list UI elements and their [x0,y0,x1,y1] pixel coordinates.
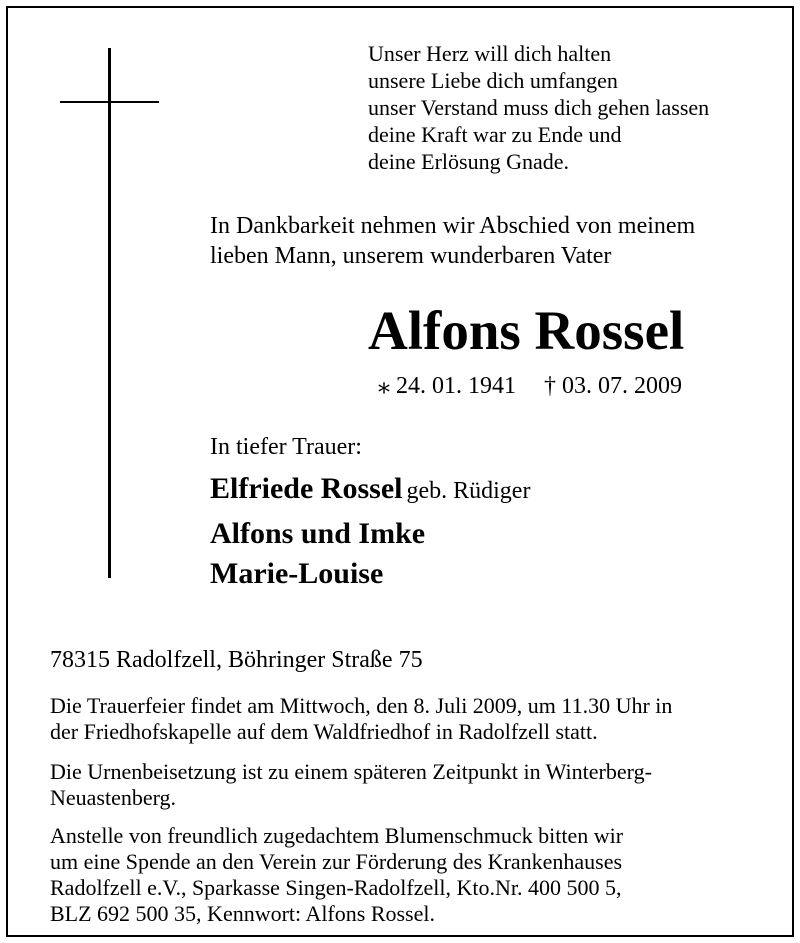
funeral-paragraph [50,693,672,745]
poem-line: deine Kraft war zu Ende und [368,122,622,147]
paragraph-line: Anstelle von freundlich zugedachtem Blumenschmuck bitten wir [50,823,624,848]
death-date: † 03. 07. 2009 [544,373,682,399]
mourners-list [210,469,530,594]
paragraph-line: Radolfzell e.V., Sparkasse Singen-Radolfzell, Kto.Nr. 400 500 5, [50,875,622,900]
obituary-frame [6,6,794,937]
mourner-maiden-name: geb. Rüdiger [406,478,531,504]
intro-line: In Dankbarkeit nehmen wir Abschied von meinem [210,213,696,239]
cross-horizontal-bar [60,101,159,103]
life-dates [378,371,682,401]
donation-paragraph [50,823,623,927]
paragraph-line: Die Trauerfeier findet am Mittwoch, den 8. Juli 2009, um 11.30 Uhr in [50,693,673,718]
paragraph-line: Neuastenberg. [50,785,177,810]
paragraph-line: Die Urnenbeisetzung ist zu einem späteren Zeitpunkt in Winterberg- [50,759,652,784]
poem-line: deine Erlösung Gnade. [368,149,569,174]
paragraph-line: der Friedhofskapelle auf dem Waldfriedhof in Radolfzell statt. [50,719,598,744]
intro-line: lieben Mann, unserem wunderbaren Vater [210,243,612,269]
address: 78315 Radolfzell, Böhringer Straße 75 [50,647,423,673]
mourner-item: Alfons und Imke [210,517,426,550]
intro-text [210,211,695,271]
paragraph-line: BLZ 692 500 35, Kennwort: Alfons Rossel. [50,901,435,926]
poem-line: unser Verstand muss dich gehen lassen [368,95,710,120]
mourning-label: In tiefer Trauer: [210,434,362,460]
birth-date: ⁎ 24. 01. 1941 [378,373,516,399]
mourner-item: Marie-Louise [210,557,384,590]
poem [368,40,709,175]
poem-line: unsere Liebe dich umfangen [368,68,618,93]
paragraph-line: um eine Spende an den Verein zur Förderung des Krankenhauses [50,849,623,874]
cross-vertical-bar [108,48,111,578]
mourner-name: Elfriede Rossel [210,472,403,505]
mourner-item [210,469,530,514]
urn-paragraph [50,759,652,811]
poem-line: Unser Herz will dich halten [368,41,612,66]
deceased-name: Alfons Rossel [368,300,685,361]
